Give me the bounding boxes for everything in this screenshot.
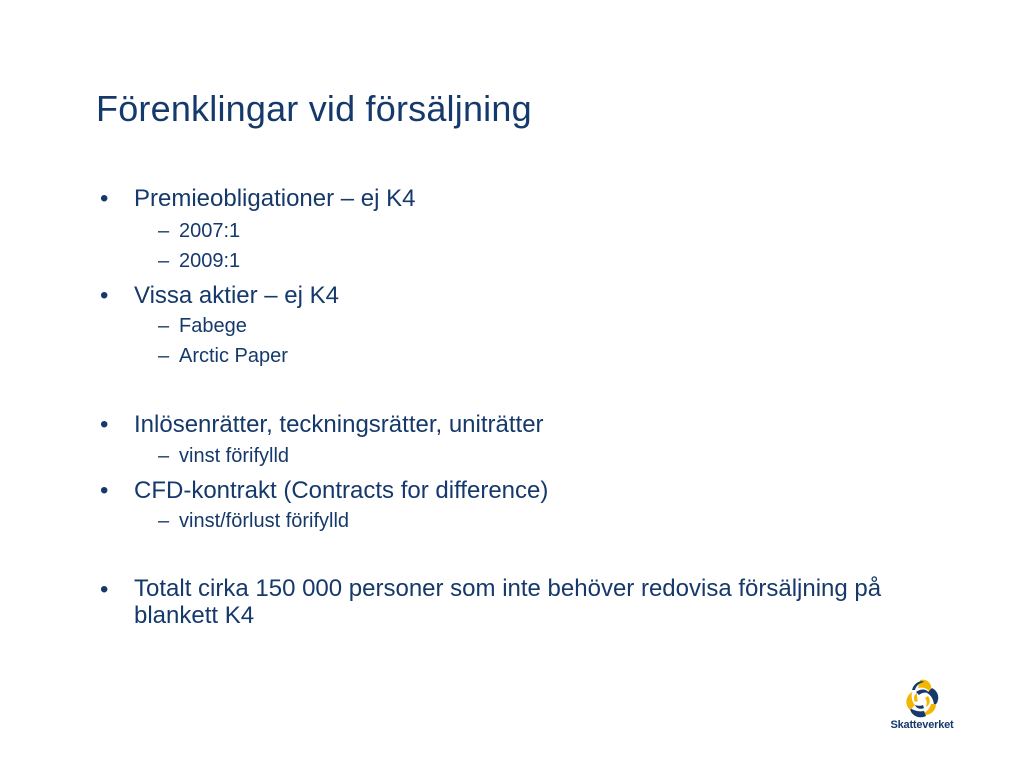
subitem-text: 2007:1 [179, 220, 241, 242]
subitem-text: Arctic Paper [179, 345, 288, 367]
slide-title: Förenklingar vid försäljning [96, 88, 532, 129]
subitem-text: vinst/förlust förifylld [179, 510, 350, 532]
subitem-text: 2009:1 [179, 250, 241, 272]
bullet-text: CFD-kontrakt (Contracts for difference) [134, 477, 549, 504]
bullet-marker: • [100, 185, 109, 212]
bullet-text: Inlösenrätter, teckningsrätter, uniträtter [134, 411, 544, 438]
bullet-text: Premieobligationer – ej K4 [134, 185, 416, 212]
dash-marker: – [158, 220, 170, 242]
subitem-text: vinst förifylld [179, 445, 290, 467]
dash-marker: – [158, 510, 170, 532]
bullet-marker: • [100, 282, 109, 309]
dash-marker: – [158, 250, 170, 272]
bullet-marker: • [100, 411, 109, 438]
bullet-text: Totalt cirka 150 000 personer som inte behöver redovisa försäljning på blankett K4 [134, 575, 882, 629]
dash-marker: – [158, 345, 170, 367]
bullet-marker: • [100, 576, 109, 603]
subitem-text: Fabege [179, 315, 247, 337]
dash-marker: – [158, 445, 170, 467]
logo-wordmark: Skatteverket [890, 719, 954, 731]
dash-marker: – [158, 315, 170, 337]
bullet-text: Vissa aktier – ej K4 [134, 282, 339, 309]
bullet-marker: • [100, 477, 109, 504]
